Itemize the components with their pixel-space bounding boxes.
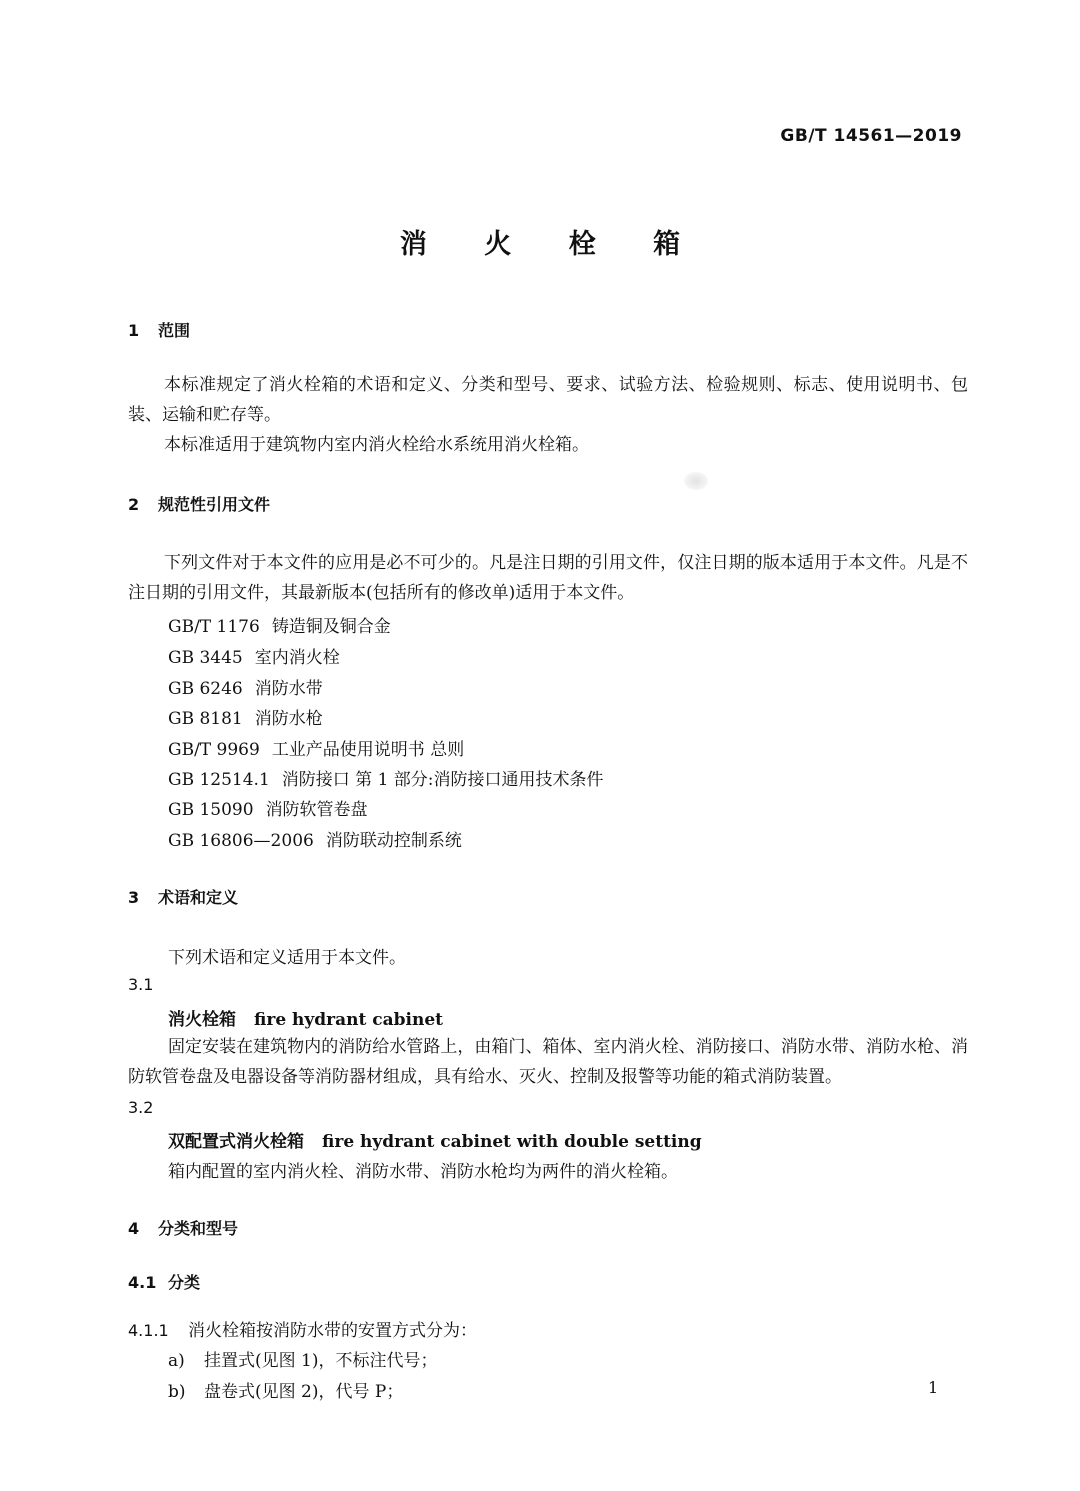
subsection-number: 4.1 [128,1273,157,1292]
list-text: 挂置式(见图 1)，不标注代号； [204,1351,438,1371]
reference-title: 消防联动控制系统 [325,831,462,851]
list-item [168,1377,403,1402]
subsection-title: 分类 [168,1273,201,1292]
list-item [168,1346,437,1371]
section-title: 分类和型号 [158,1219,239,1238]
section-number: 2 [128,495,140,514]
scan-smudge [684,472,708,490]
clause-number: 4.1.1 [128,1321,169,1340]
reference-item [168,765,604,790]
reference-title: 消防水带 [254,679,323,699]
clause [128,1316,477,1341]
list-marker: a) [168,1351,185,1371]
reference-title: 消防接口 第 1 部分:消防接口通用技术条件 [281,770,604,790]
section-number: 3 [128,888,140,907]
clause-text: 消火栓箱按消防水带的安置方式分为： [188,1321,477,1341]
section-number: 4 [128,1219,140,1238]
reference-code: GB 6246 [168,679,243,699]
reference-code: GB 3445 [168,648,243,668]
term-number: 3.2 [128,1098,154,1117]
reference-title: 消防软管卷盘 [265,800,368,820]
section-number: 1 [128,321,140,340]
page-number: 1 [928,1378,939,1397]
reference-item [168,735,464,760]
reference-title: 室内消火栓 [254,648,340,668]
paragraph: 本标准规定了消火栓箱的术语和定义、分类和型号、要求、试验方法、检验规则、标志、使用说明书、包装、运输和贮存等。 [128,375,968,425]
reference-title: 工业产品使用说明书 总则 [271,740,465,760]
section-3-heading [128,885,238,908]
paragraph: 下列文件对于本文件的应用是必不可少的。凡是注日期的引用文件，仅注日期的版本适用于本文件。凡是不注日期的引用文件，其最新版本(包括所有的修改单)适用于本文件。 [128,553,968,603]
reference-item [168,795,368,820]
section-title: 术语和定义 [158,888,239,907]
reference-item [168,643,340,668]
term-name-cn: 消火栓箱 [168,1010,236,1030]
section-title: 范围 [158,321,191,340]
section-2-heading [128,492,270,515]
reference-item [168,612,391,637]
section-title: 规范性引用文件 [158,495,271,514]
term-number: 3.1 [128,975,154,994]
subsection-heading [128,1270,200,1293]
term-name-en: fire hydrant cabinet [254,1010,444,1030]
reference-code: GB/T 9969 [168,740,260,760]
document-title: 消 火 栓 箱 [399,229,705,260]
term-name [168,1127,702,1152]
reference-code: GB 15090 [168,800,254,820]
term-name-cn: 双配置式消火栓箱 [168,1132,304,1152]
term-name [168,1005,443,1030]
term-definition: 箱内配置的室内消火栓、消防水带、消防水枪均为两件的消火栓箱。 [168,1162,678,1182]
reference-code: GB/T 1176 [168,617,260,637]
standard-code: GB/T 14561—2019 [780,126,962,146]
term-name-en: fire hydrant cabinet with double setting [322,1132,702,1152]
reference-item [168,704,323,729]
term-definition: 固定安装在建筑物内的消防给水管路上，由箱门、箱体、室内消火栓、消防接口、消防水带、消防水枪、消防软管卷盘及电器设备等消防器材组成，具有给水、灭火、控制及报警等功能的箱式消防装置。 [128,1037,968,1087]
section-4-heading [128,1216,238,1239]
reference-code: GB 8181 [168,709,243,729]
section-1-heading [128,318,190,341]
reference-code: GB 16806—2006 [168,831,314,851]
reference-item [168,674,323,699]
reference-item [168,826,462,851]
paragraph: 本标准适用于建筑物内室内消火栓给水系统用消火栓箱。 [164,435,589,455]
paragraph: 下列术语和定义适用于本文件。 [168,948,406,968]
list-marker: b) [168,1382,186,1402]
reference-title: 消防水枪 [254,709,323,729]
reference-title: 铸造铜及铜合金 [271,617,391,637]
reference-code: GB 12514.1 [168,770,270,790]
list-text: 盘卷式(见图 2)，代号 P； [204,1382,404,1402]
